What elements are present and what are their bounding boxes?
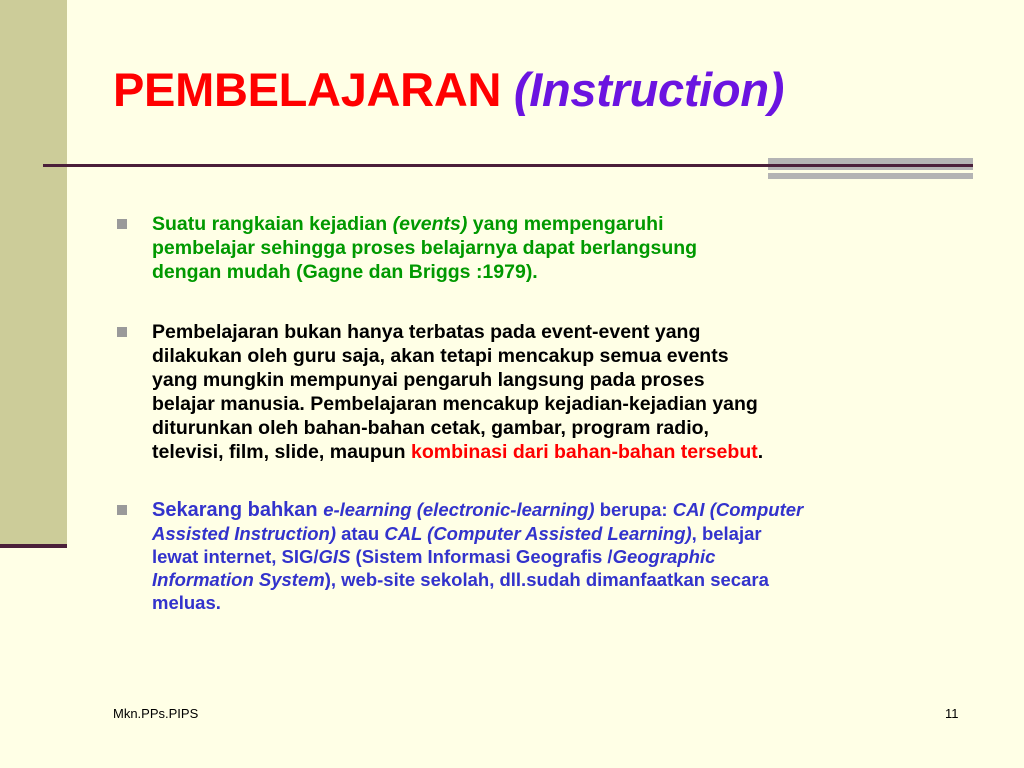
footer-label: Mkn.PPs.PIPS <box>113 706 199 721</box>
bullet-list <box>114 212 974 614</box>
bullet-item-2: Pembelajaran bukan hanya terbatas pada event-event yang dilakukan oleh guru saja, akan tetapi mencakup semua events yang mungkin mempunyai pengaruh langsung pada proses belajar manusia. Pembelajaran mencakup kejadian-kejadian yang diturunkan oleh bahan-bahan cetak, gambar, program radio, televisi, film, slide, maupun kombinasi dari bahan-bahan tersebut. <box>114 320 974 464</box>
bullet-item-3: Sekarang bahkan e-learning (electronic-learning) berupa: CAI (Computer Assisted Instruction) atau CAL (Computer Assisted Learning), belajar lewat internet, SIG/GIS (Sistem Informasi Geografis /Geographic Information System), web-site sekolah, dll.sudah dimanfaatkan secara meluas. <box>114 498 974 614</box>
title-main: PEMBELAJARAN <box>113 63 502 116</box>
side-decor-band <box>0 0 67 546</box>
square-bullet-icon <box>117 327 127 337</box>
side-decor-line <box>0 544 67 548</box>
bullet-item-1: Suatu rangkaian kejadian (events) yang mempengaruhi pembelajar sehingga proses belajarnya dapat berlangsung dengan mudah (Gagne dan Briggs :1979). <box>114 212 974 284</box>
highlight-text: kombinasi dari bahan-bahan tersebut <box>410 441 758 463</box>
slide-title <box>113 62 784 117</box>
divider-accent <box>768 158 973 179</box>
page-number: 11 <box>945 706 959 721</box>
square-bullet-icon <box>117 505 127 515</box>
title-sub: (Instruction) <box>513 63 785 116</box>
square-bullet-icon <box>117 219 127 229</box>
